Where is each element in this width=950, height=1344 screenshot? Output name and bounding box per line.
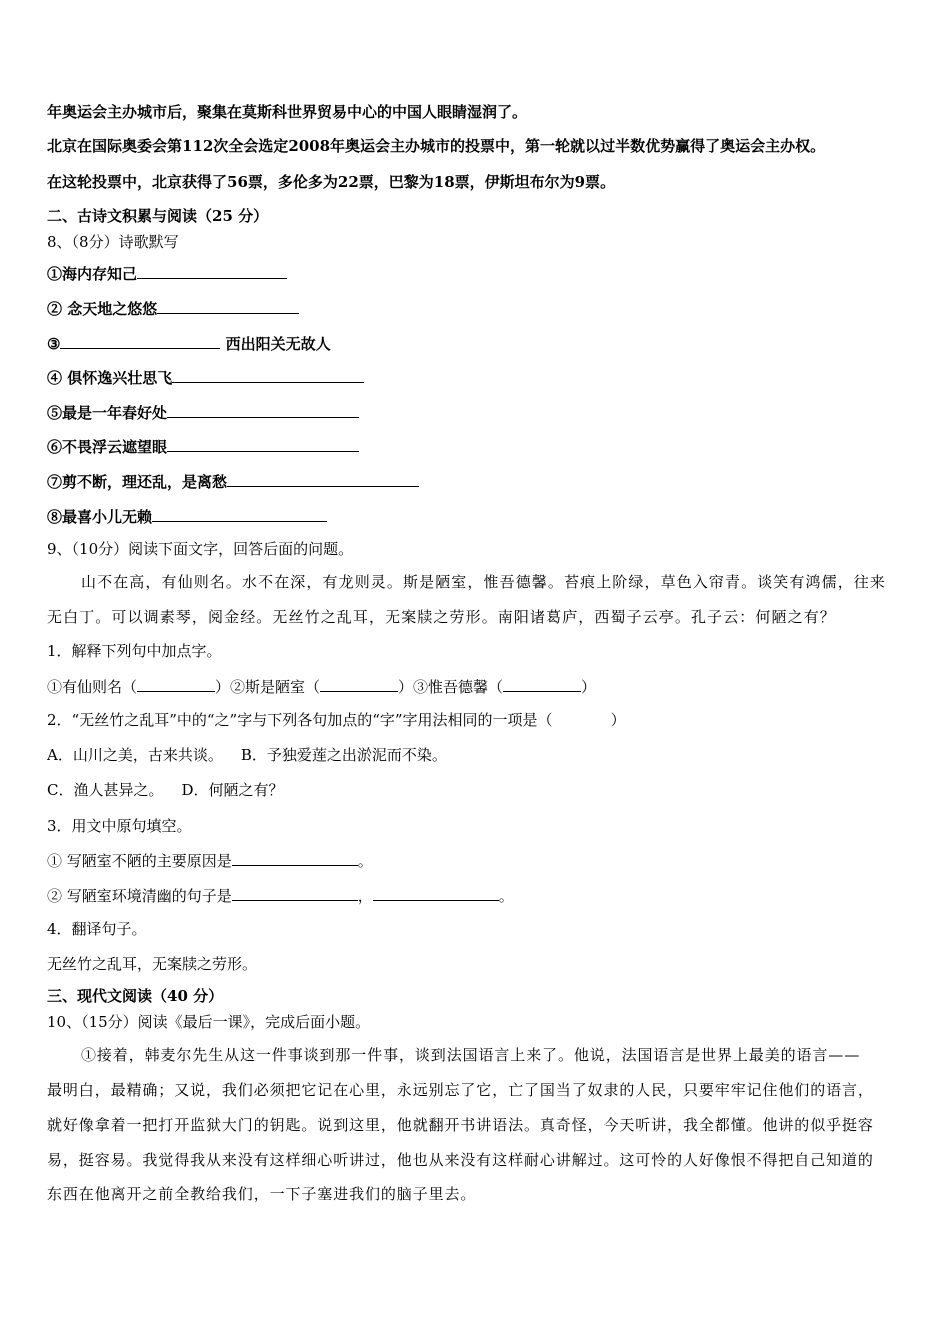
option-b[interactable]: B．予独爱莲之出淤泥而不染。	[240, 746, 447, 764]
answer-blank[interactable]	[232, 885, 358, 901]
q9-passage-line-2: 无白丁。可以调素琴，阅金经。无丝竹之乱耳，无案牍之劳形。南阳诸葛庐，西蜀子云亭。孔子云：何陋之有？	[47, 608, 836, 626]
option-a[interactable]: A．山川之美，古来共谈。	[47, 746, 223, 764]
q8-item-1: ①海内存知己	[47, 263, 287, 284]
intro-line-2: 北京在国际奥委会第112次全会选定2008年奥运会主办城市的投票中，第一轮就以过半数优势赢得了奥运会主办权。	[47, 137, 826, 155]
answer-blank[interactable]	[137, 676, 215, 692]
q8-item-4: ④ 俱怀逸兴壮思飞	[47, 367, 364, 388]
answer-blank[interactable]	[503, 676, 581, 692]
answer-blank[interactable]	[232, 850, 358, 866]
intro-line-3: 在这轮投票中，北京获得了56票，多伦多为22票，巴黎为18票，伊斯坦布尔为9票。	[47, 173, 616, 191]
q10-passage-line-4: 易，挺容易。我觉得我从来没有这样细心听讲过，他也从来没有这样耐心讲解过。这可怜的人好像恨不得把自己知道的	[47, 1151, 874, 1169]
answer-blank[interactable]	[157, 298, 299, 314]
q9-sub1-blanks: ①有仙则名（ ）②斯是陋室（ ）③惟吾德馨（ ）	[47, 678, 597, 696]
q8-item-7: ⑦剪不断，理还乱，是离愁	[47, 471, 419, 492]
q9-title: 9、（10分）阅读下面文字，回答后面的问题。	[47, 540, 354, 558]
q8-item-2: ② 念天地之悠悠	[47, 298, 299, 319]
q9-sub3-b: ② 写陋室环境清幽的句子是 ， 。	[47, 887, 514, 905]
answer-blank[interactable]	[137, 263, 287, 279]
q9-passage-line-1: 山不在高，有仙则名。水不在深，有龙则灵。斯是陋室，惟吾德馨。苔痕上阶绿，草色入帘青。谈笑有鸿儒，往来	[81, 573, 887, 591]
intro-line-1: 年奥运会主办城市后，聚集在莫斯科世界贸易中心的中国人眼睛湿润了。	[47, 103, 528, 121]
q10-passage-line-1: ①接着，韩麦尔先生从这一件事谈到那一件事，谈到法国语言上来了。他说，法国语言是世界上最美的语言——	[81, 1046, 861, 1064]
answer-blank[interactable]	[227, 471, 419, 487]
q9-sub4: 4．翻译句子。	[47, 920, 147, 938]
q8-title: 8、（8分）诗歌默写	[47, 233, 179, 251]
q10-passage-line-3: 就好像拿着一把打开监狱大门的钥匙。说到这里，他就翻开书讲语法。真奇怪，今天听讲，我全都懂。他讲的似乎挺容	[47, 1116, 874, 1134]
q8-item-8: ⑧最喜小儿无赖	[47, 506, 327, 527]
answer-blank[interactable]	[60, 333, 220, 349]
q9-sub3: 3．用文中原句填空。	[47, 817, 192, 835]
q10-passage-line-5: 东西在他离开之前全教给我们，一下子塞进我们的脑子里去。	[47, 1185, 477, 1203]
section-2-heading: 二、古诗文积累与阅读（25 分）	[47, 207, 269, 225]
answer-blank[interactable]	[172, 367, 364, 383]
q9-sub2: 2．“无丝竹之乱耳”中的“之”字与下列各句加点的“字”字用法相同的一项是（ ）	[47, 711, 626, 729]
q8-item-3: ③ 西出阳关无故人	[47, 335, 331, 353]
section-3-heading: 三、现代文阅读（40 分）	[47, 987, 224, 1005]
q9-sub4-text: 无丝竹之乱耳，无案牍之劳形。	[47, 955, 258, 973]
answer-blank[interactable]	[167, 436, 359, 452]
q9-options-ab	[47, 745, 447, 765]
option-d[interactable]: D．何陋之有？	[181, 781, 284, 799]
q8-item-6: ⑥不畏浮云遮望眼	[47, 436, 359, 457]
answer-blank[interactable]	[167, 402, 359, 418]
q9-sub1: 1．解释下列句中加点字。	[47, 642, 222, 660]
q10-passage-line-2: 最明白，最精确；又说，我们必须把它记在心里，永远别忘了它，亡了国当了奴隶的人民，只要牢牢记住他们的语言，	[47, 1081, 874, 1099]
answer-blank[interactable]	[373, 885, 499, 901]
q9-options-cd	[47, 780, 284, 800]
answer-blank[interactable]	[320, 676, 398, 692]
q10-title: 10、（15分）阅读《最后一课》，完成后面小题。	[47, 1013, 371, 1031]
option-c[interactable]: C．渔人甚异之。	[47, 781, 164, 799]
q8-item-5: ⑤最是一年春好处	[47, 402, 359, 423]
q9-sub3-a: ① 写陋室不陋的主要原因是 。	[47, 852, 373, 870]
answer-blank[interactable]	[152, 506, 327, 522]
